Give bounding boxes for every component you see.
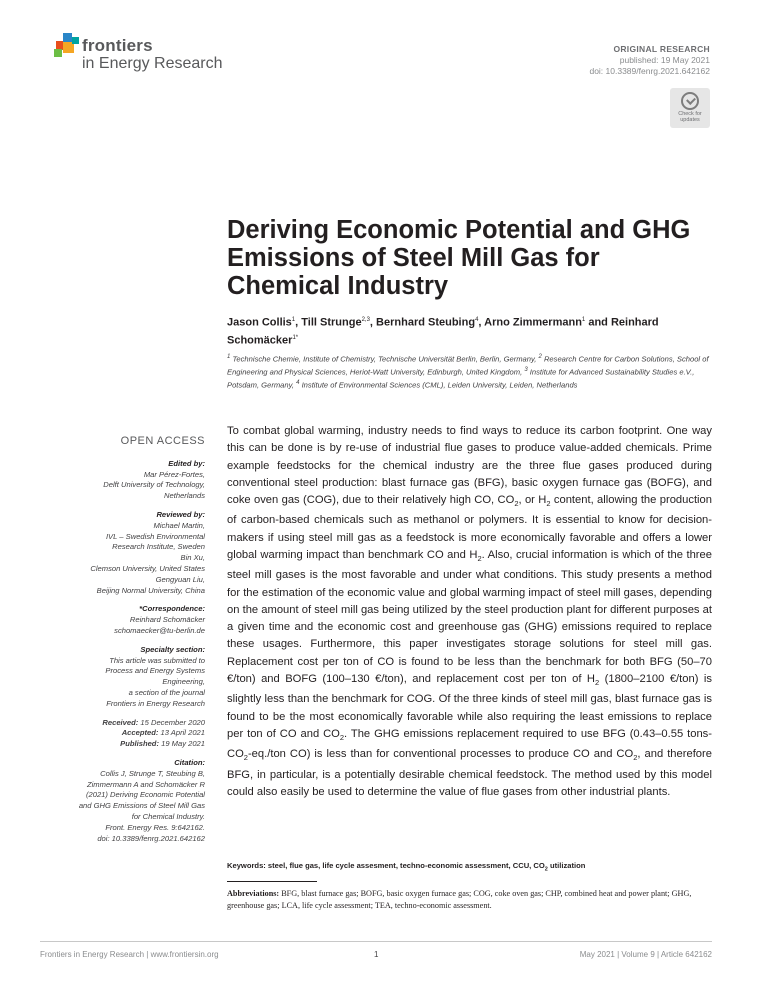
open-access-label: OPEN ACCESS (120, 435, 205, 447)
editor-line: Mar Pérez-Fortes, (143, 469, 205, 479)
check-for-updates-button[interactable] (670, 88, 710, 128)
reviewer-line: Michael Martin, (153, 520, 205, 530)
received-date: Received: 15 December 2020 (102, 717, 205, 727)
affil-3: Institute for Advanced Sustainability Studies e.V., Potsdam, Germany, (227, 367, 695, 390)
abbreviations (227, 888, 712, 911)
author-list: Jason Collis$^1$, Till Strunge$^{2,3}$, Bernhard Steubing$^4$, Arno Zimmermann$^1$ and Reinhard Schomäcker$^{1*}$ (227, 316, 659, 347)
specialty-line: This article was submitted to (109, 655, 205, 665)
correspondence-label: *Correspondence: (139, 604, 205, 614)
article-sidebar (40, 436, 205, 852)
article-meta (589, 44, 710, 77)
abbreviations-divider (227, 881, 317, 882)
keywords: Keywords: steel, flue gas, life cycle assesment, techno-economic assessment, CCU, $CO_2$ utilization (227, 861, 586, 873)
reviewer-info (40, 521, 205, 597)
affil-4: Institute of Environmental Sciences (CML), Leiden University, Leiden, Netherlands (301, 380, 578, 390)
specialty-line: Engineering, (162, 677, 205, 687)
edited-by-label: Edited by: (168, 458, 205, 468)
check-updates-icon (681, 92, 699, 110)
journal-brand: frontiers (82, 36, 153, 55)
affiliations (227, 352, 712, 391)
author-3-sup: 4 (475, 317, 479, 323)
reviewer-line: Bin Xu, (180, 553, 205, 563)
specialty-label: Specialty section: (140, 644, 205, 654)
citation-doi-link[interactable]: doi: 10.3389/fenrg.2021.642162 (97, 833, 205, 843)
correspondence-name: Reinhard Schomäcker (129, 615, 205, 625)
article-type: ORIGINAL RESEARCH (613, 44, 710, 54)
affil-1-sup: 1 (227, 354, 231, 360)
reviewed-by-label: Reviewed by: (156, 509, 205, 519)
specialty-info (40, 656, 205, 710)
citation-info (40, 769, 205, 845)
abstract: To combat global warming, industry needs to find ways to reduce its carbon footprint. One way this can be done is by re-use of industrial flue gases to produce value-added chemicals. Prime example feedstocks for the chemical industry are the three flue gases produced during conventional steel production: blast furnace gas (BFG), basic oxygen furnace gas (BOFG), and coke oven gas (COG), due to their relatively high CO, $CO_2$, or $H_2$ content, allowing the production of carbon-based chemicals such as methanol or polymers. It is essential to know for decision-makers if using steel mill gas as a feedstock is more economically favorable and offers a lower global warming impact than benchmark CO and $H_2$. Also, crucial information is which of the three steel mill gases is the most favorable and under what conditions. This study presents a method for the estimation of the economic value and global warming impact of steel mill gases, depending on the amount of steel mill gas being utilized by the steel production plant for different purposes at a given time and the economic cost and greenhouse gas (GHG) emissions required to replace these usages. Furthermore, this paper investigates storage solutions for steel mill gas. Replacement cost per ton of CO is found to be less than the benchmark for both BFG (50–70 €/ton) and BOFG (100–130 €/ton), and replacement cost per ton of $H_2$ (1800–2100 €/ton) is slightly less than the benchmark for COG. Of the three kinds of steel mill gas, blast furnace gas is found to be the most economically favorable while also requiring the least emissions to replace per ton of CO and $CO_2$. The GHG emissions replacement required to use BFG (0.43–0.55 tons-$CO_2-eq$./ton CO) is less than for conventional processes to produce CO and $CO_2$, and therefore BFG, in particular, is a potentially desirable chemical feedstock. The method used by this model could also easily be used to determine the value of flue gases from other industrial plants. (227, 425, 712, 799)
reviewer-line: Gengyuan Liu, (155, 574, 205, 584)
accepted-date: Accepted: 13 April 2021 (121, 728, 205, 738)
check-updates-line1: Check for (678, 111, 702, 117)
affil-2-sup: 2 (538, 354, 542, 360)
footer-journal-link[interactable]: Frontiers in Energy Research | www.frontiersin.org (40, 950, 219, 959)
specialty-line: Process and Energy Systems (105, 666, 205, 676)
citation-line: for Chemical Industry. (131, 811, 205, 821)
frontiers-logo-icon (54, 33, 80, 59)
correspondence-email-link[interactable]: schomaecker@tu-berlin.de (114, 625, 205, 635)
citation-line: Zimmermann A and Schomäcker R (86, 779, 205, 789)
check-updates-line2: updates (680, 117, 700, 123)
author-1[interactable]: Jason Collis (227, 316, 292, 329)
abbreviations-text: BFG, blast furnace gas; BOFG, basic oxygen furnace gas; COG, coke oven gas; CHP, combined heat and power plant; GHG, greenhouse gas; LCA, life cycle assessment; TEA, techno-economic assessment. (227, 889, 692, 910)
reviewer-line: IVL – Swedish Environmental (105, 531, 205, 541)
journal-logo (54, 33, 254, 79)
dates-block (40, 718, 205, 750)
doi-link[interactable]: doi: 10.3389/fenrg.2021.642162 (589, 66, 710, 76)
reviewer-line: Beijing Normal University, China (96, 585, 205, 595)
affil-2: Research Centre for Carbon Solutions, School of Engineering and Physical Sciences, Heriot-Watt University, Edinburgh, United Kingdom, (227, 354, 709, 377)
reviewer-line: Clemson University, United States (90, 563, 205, 573)
author-and: and (588, 316, 608, 329)
author-2[interactable]: Till Strunge (301, 316, 362, 329)
editor-line: Netherlands (164, 491, 205, 501)
page-number: 1 (374, 950, 379, 959)
author-3[interactable]: Bernhard Steubing (376, 316, 476, 329)
editor-info (40, 470, 205, 502)
affil-1: Technische Chemie, Institute of Chemistry, Technische Universität Berlin, Berlin, Germany, (232, 354, 537, 364)
affil-4-sup: 4 (296, 380, 300, 387)
article-title: Deriving Economic Potential and GHG Emissions of Steel Mill Gas for Chemical Industry (227, 216, 691, 300)
author-4[interactable]: Arno Zimmermann (484, 316, 582, 329)
specialty-line: Frontiers in Energy Research (106, 698, 205, 708)
sidebar-published-date: Published: 19 May 2021 (120, 739, 205, 749)
citation-line: Collis J, Strunge T, Steubing B, (100, 768, 205, 778)
published-date: published: 19 May 2021 (619, 55, 710, 65)
journal-name: in Energy Research (82, 55, 223, 72)
footer-divider (40, 941, 712, 942)
editor-line: Delft University of Technology, (103, 480, 205, 490)
citation-label: Citation: (174, 757, 205, 767)
author-5-sup: 1* (292, 334, 299, 341)
affil-3-sup: 3 (524, 367, 528, 374)
reviewer-line: Research Institute, Sweden (112, 542, 205, 552)
abbreviations-label: Abbreviations: (227, 889, 280, 898)
correspondence-info (40, 615, 205, 637)
specialty-line: a section of the journal (128, 687, 205, 697)
footer-issue-info: May 2021 | Volume 9 | Article 642162 (579, 950, 712, 959)
author-4-sup: 1 (581, 317, 586, 323)
author-5[interactable]: Reinhard Schomäcker (227, 316, 659, 347)
citation-line: Front. Energy Res. 9:642162. (105, 822, 205, 832)
citation-line: and GHG Emissions of Steel Mill Gas (78, 801, 205, 811)
author-1-sup: 1 (291, 317, 296, 323)
author-2-sup: 2,3 (361, 317, 370, 323)
citation-line: (2021) Deriving Economic Potential (85, 790, 205, 800)
